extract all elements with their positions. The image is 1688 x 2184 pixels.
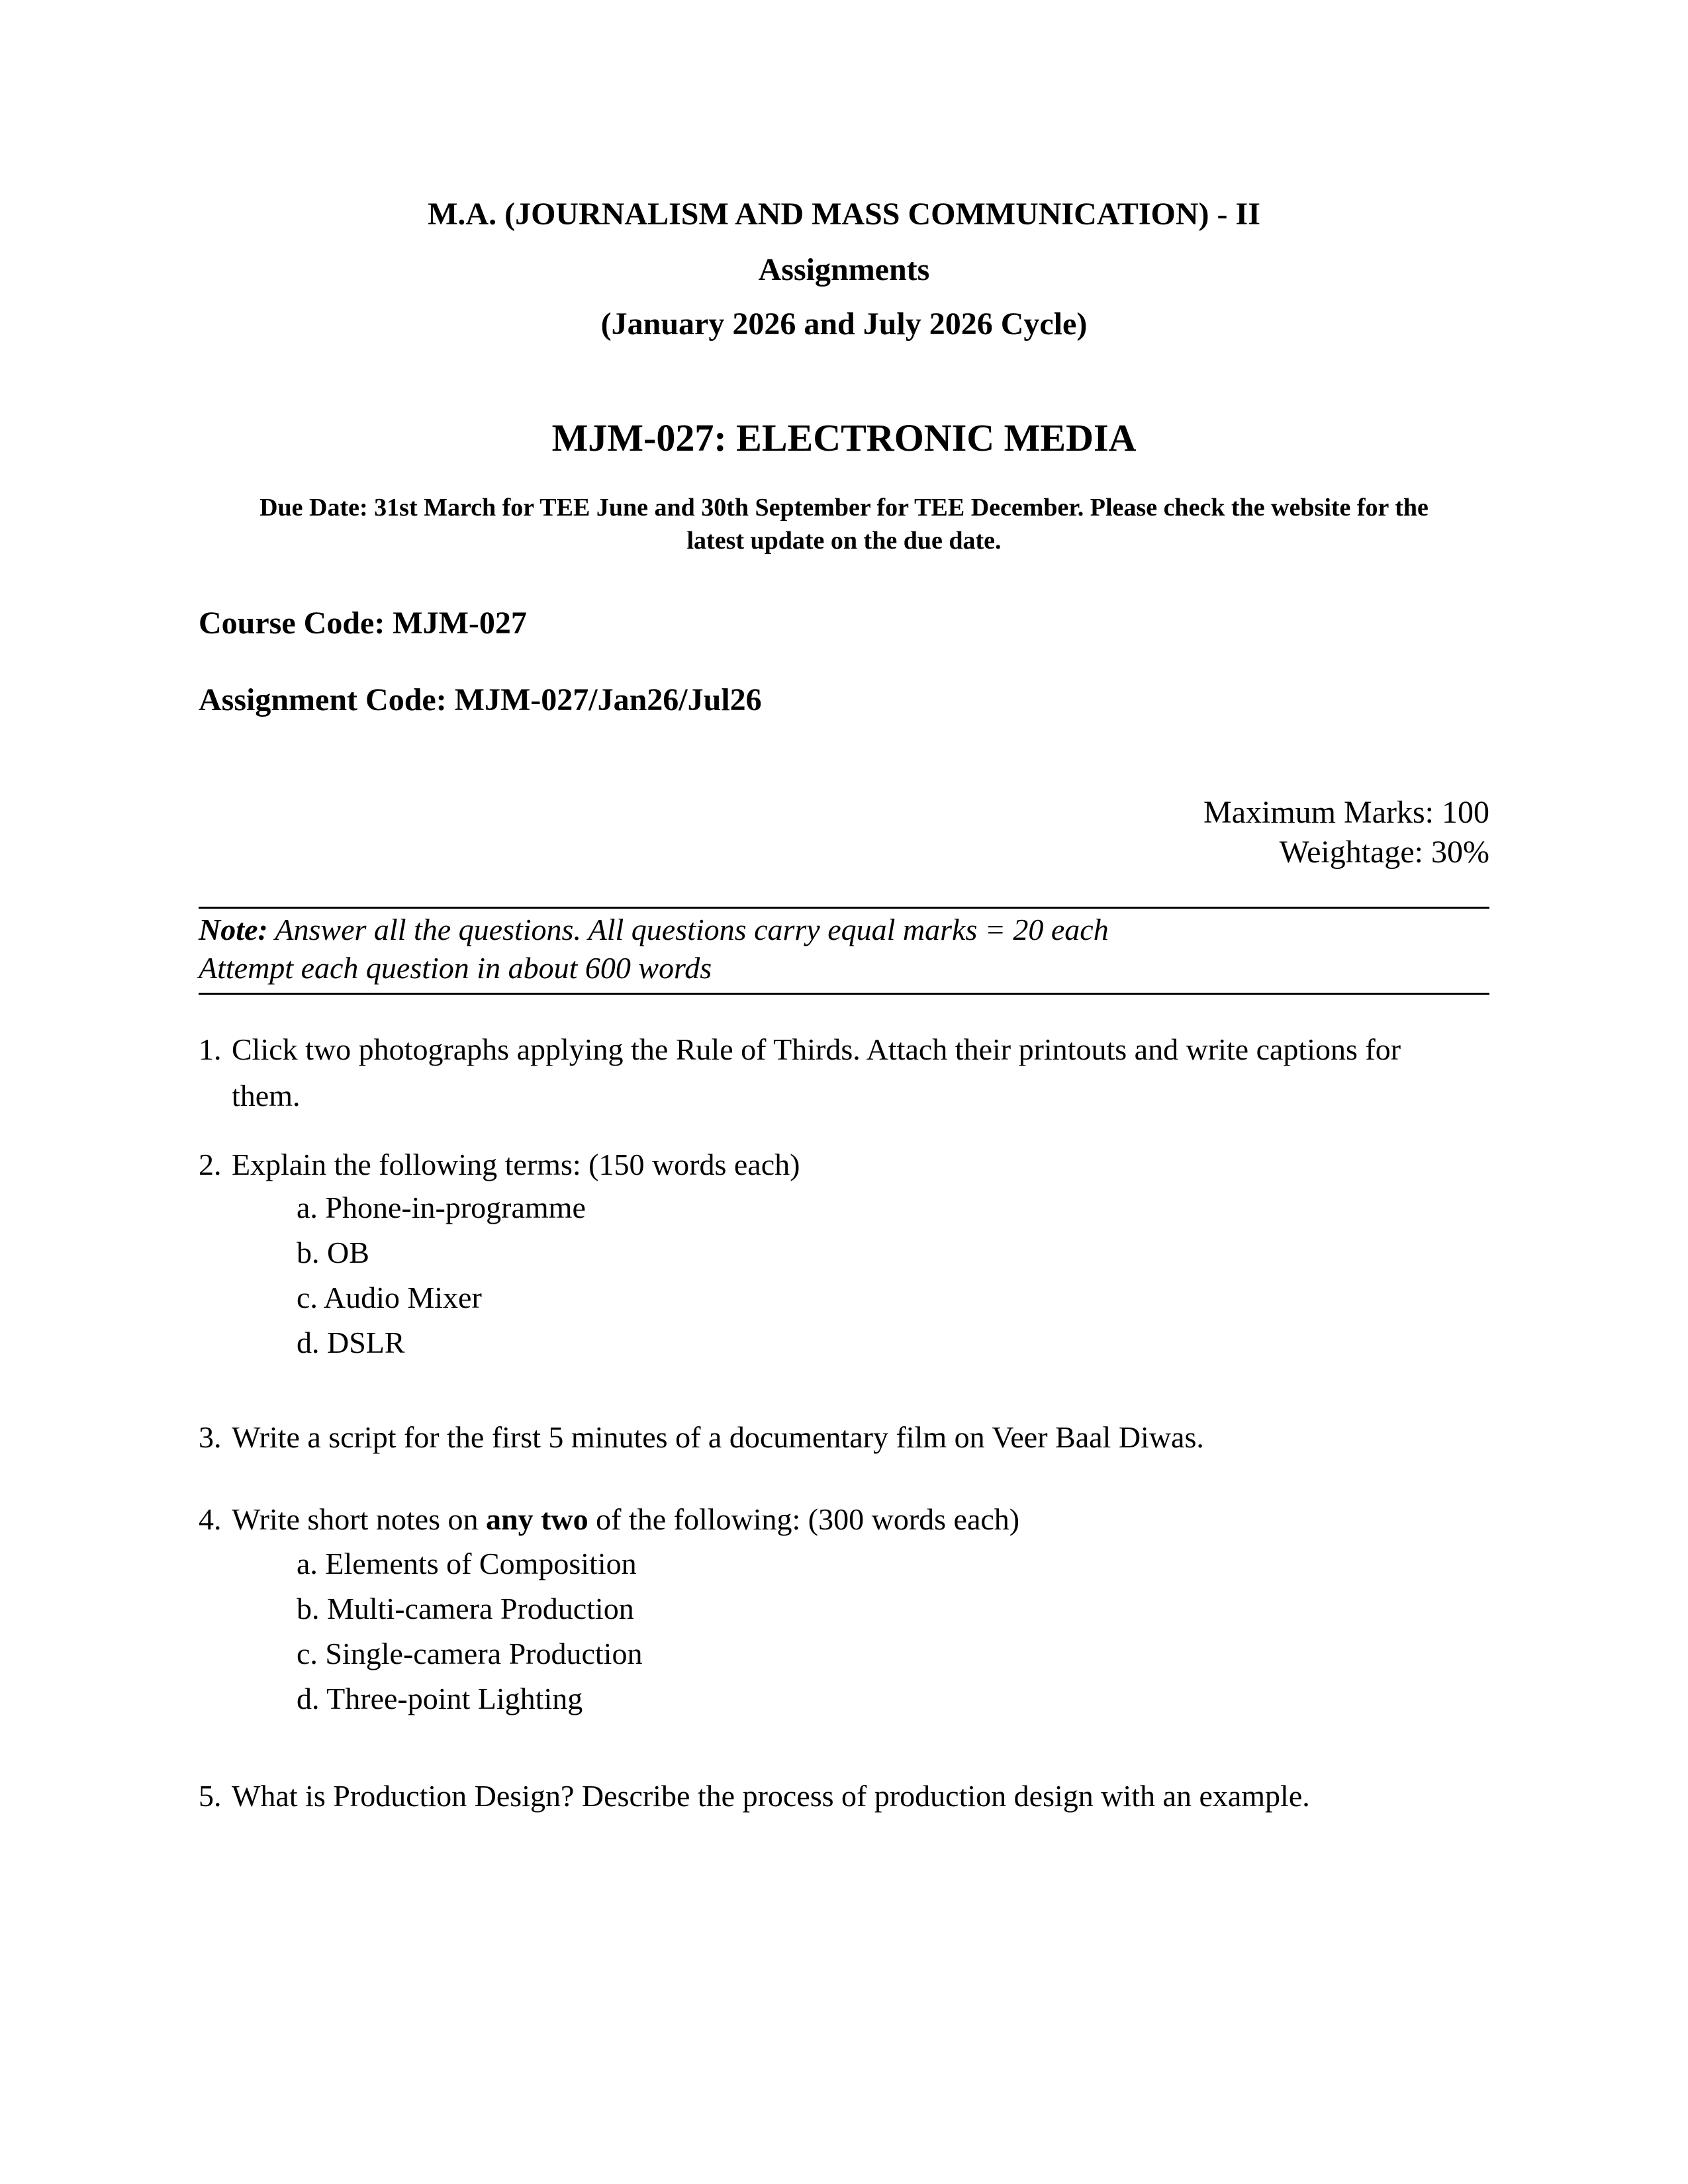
question-4-item-a: a. Elements of Composition bbox=[297, 1547, 637, 1580]
maximum-marks: Maximum Marks: 100 bbox=[1203, 795, 1489, 830]
question-1-text-continued: them. bbox=[232, 1079, 301, 1113]
note-line-1 bbox=[199, 912, 1109, 947]
question-2-item-a: a. Phone-in-programme bbox=[297, 1191, 586, 1224]
note-text-1: Answer all the questions. All questions carry equal marks = 20 each bbox=[275, 913, 1109, 946]
question-4-text bbox=[232, 1497, 1019, 1542]
note-top-divider bbox=[199, 907, 1489, 909]
due-date-line-2: latest update on the due date. bbox=[686, 527, 1002, 555]
question-2-item-d: d. DSLR bbox=[297, 1326, 405, 1359]
question-2-item-b: b. OB bbox=[297, 1236, 369, 1269]
question-2-text: Explain the following terms: (150 words each) bbox=[232, 1148, 800, 1181]
course-code: Course Code: MJM-027 bbox=[199, 606, 527, 641]
question-3-number: 3. bbox=[199, 1420, 222, 1454]
question-4-text-after: of the following: (300 words each) bbox=[588, 1502, 1020, 1536]
assignments-heading: Assignments bbox=[758, 252, 930, 287]
question-4-item-d: d. Three-point Lighting bbox=[297, 1682, 583, 1715]
question-1-number: 1. bbox=[199, 1032, 222, 1066]
note-label: Note: bbox=[199, 913, 268, 946]
program-title: M.A. (JOURNALISM AND MASS COMMUNICATION) - II bbox=[428, 197, 1260, 232]
question-5-text: What is Production Design? Describe the process of production design with an example. bbox=[232, 1779, 1310, 1813]
question-1-text: Click two photographs applying the Rule of Thirds. Attach their printouts and write captions for bbox=[232, 1032, 1401, 1066]
question-4-number: 4. bbox=[199, 1502, 222, 1536]
question-4-item-b: b. Multi-camera Production bbox=[297, 1592, 634, 1625]
question-4-emphasis: any two bbox=[485, 1502, 588, 1536]
question-4-text-before: Write short notes on bbox=[232, 1502, 486, 1536]
weightage: Weightage: 30% bbox=[1279, 835, 1489, 870]
course-title: MJM-027: ELECTRONIC MEDIA bbox=[551, 416, 1137, 459]
question-4-item-c: c. Single-camera Production bbox=[297, 1637, 643, 1670]
question-2-number: 2. bbox=[199, 1148, 222, 1181]
cycle-line: (January 2026 and July 2026 Cycle) bbox=[600, 306, 1088, 341]
assignment-code: Assignment Code: MJM-027/Jan26/Jul26 bbox=[199, 682, 762, 717]
question-5-number: 5. bbox=[199, 1779, 222, 1813]
due-date-line-1: Due Date: 31st March for TEE June and 30th September for TEE December. Please check the website for the bbox=[259, 494, 1429, 522]
due-date-note bbox=[199, 491, 1489, 557]
question-3-text: Write a script for the first 5 minutes of a documentary film on Veer Baal Diwas. bbox=[232, 1420, 1204, 1454]
note-bottom-divider bbox=[199, 993, 1489, 995]
note-line-2: Attempt each question in about 600 words bbox=[199, 951, 712, 985]
question-2-item-c: c. Audio Mixer bbox=[297, 1281, 482, 1314]
